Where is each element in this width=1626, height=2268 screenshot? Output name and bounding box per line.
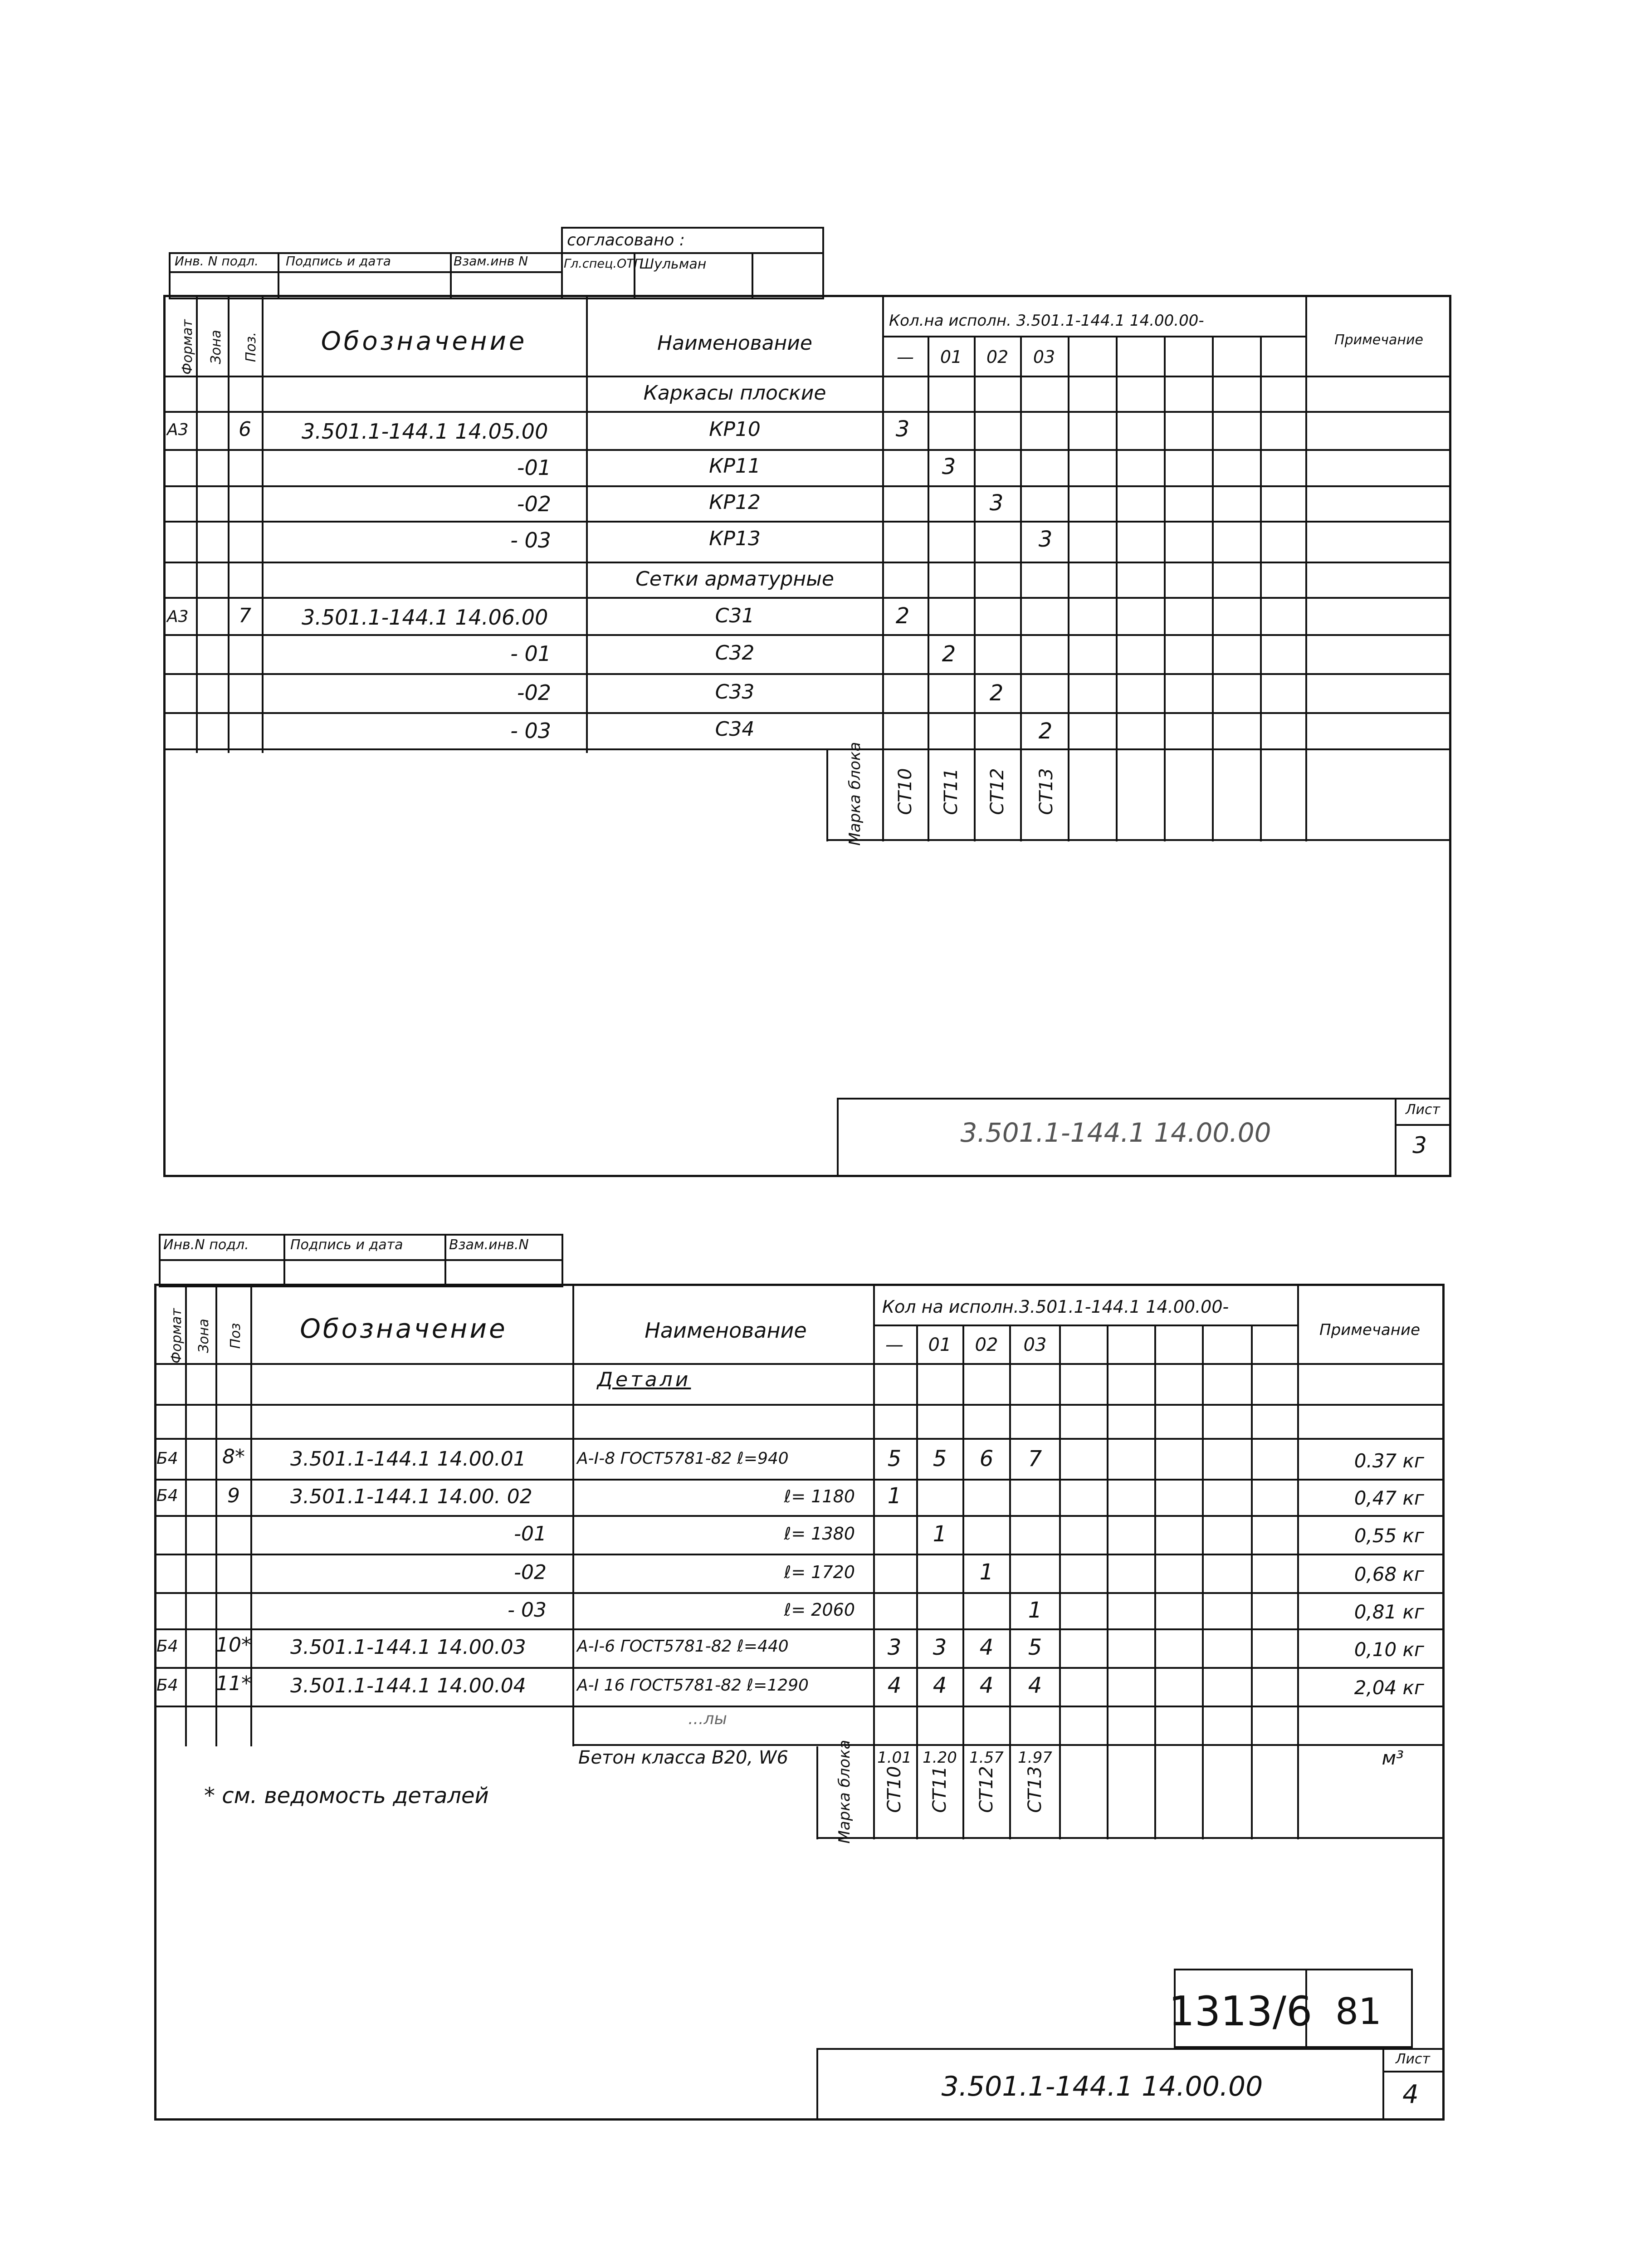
s2-row7-q1: 3 — [933, 1635, 947, 1660]
s1-row6-designation: 3.501.1-144.1 14.06.00 — [302, 605, 548, 630]
stamp-inv: Инв. N подл. — [175, 254, 259, 269]
s2-header-designation: Обозначение — [300, 1313, 508, 1344]
s2-row8-name: А-I 16 ГОСТ5781-82 ℓ=1290 — [577, 1676, 809, 1695]
s1-row1-q0: 3 — [895, 416, 910, 442]
variant-2: 02 — [986, 347, 1009, 367]
s2-header-name: Наименование — [645, 1318, 807, 1343]
approval-label: согласовано : — [567, 231, 685, 249]
s2-row2-q0: 5 — [887, 1446, 902, 1471]
s2-variant-2: 02 — [975, 1334, 998, 1355]
s1-row2-designation: -01 — [517, 455, 551, 480]
s2-row7-name: А-I-6 ГОСТ5781-82 ℓ=440 — [577, 1637, 789, 1656]
s1-row8-designation: -02 — [517, 680, 551, 705]
s2-row6-note: 0,81 кг — [1354, 1601, 1424, 1623]
s1-mark-2: СТ12 — [987, 768, 1008, 815]
s2-row8-q1: 4 — [933, 1673, 947, 1698]
s1-row4-q3: 3 — [1038, 527, 1053, 552]
s1-title-doc: 3.501.1-144.1 14.00.00 — [960, 1117, 1271, 1148]
s1-row1-format: А3 — [167, 420, 189, 439]
s2-mark-3: СТ13 — [1025, 1766, 1045, 1813]
s1-row5-name: Сетки арматурные — [635, 567, 834, 591]
s2-row7-q2: 4 — [979, 1635, 994, 1660]
s2-row3-q0: 1 — [887, 1483, 902, 1509]
s1-row6-format: А3 — [167, 607, 189, 626]
s1-row6-q0: 2 — [895, 603, 910, 629]
stamp-replace: Взам.инв N — [454, 254, 528, 269]
header-designation: Обозначение — [321, 327, 527, 356]
s2-row10-q0: 1.01 — [877, 1749, 912, 1767]
variant-1: 01 — [940, 347, 962, 367]
s2-row2-pos: 8* — [222, 1445, 245, 1468]
variant-0: — — [897, 347, 914, 367]
s1-row3-name: КР12 — [709, 491, 761, 514]
s1-row9-designation: - 03 — [510, 719, 551, 743]
s2-row5-q2: 1 — [979, 1559, 994, 1585]
s1-row3-designation: -02 — [517, 492, 551, 516]
s2-row3-pos: 9 — [227, 1484, 240, 1507]
s2-row2-designation: 3.501.1-144.1 14.00.01 — [290, 1447, 526, 1471]
s1-row7-designation: - 01 — [510, 641, 551, 666]
s2-header-pos: Поз — [228, 1323, 244, 1349]
s2-mark-label: Марка блока — [835, 1740, 854, 1844]
s2-row2-q1: 5 — [933, 1446, 947, 1471]
s1-sheet-no: 3 — [1412, 1132, 1427, 1158]
s2-row4-q1: 1 — [933, 1521, 947, 1547]
s2-mark-1: СТ11 — [929, 1766, 950, 1813]
header-note: Примечание — [1334, 332, 1423, 348]
s2-row8-format: Б4 — [156, 1676, 178, 1695]
s1-row2-name: КР11 — [709, 455, 761, 478]
header-zone: Зона — [208, 330, 224, 364]
s2-row6-name: ℓ= 2060 — [784, 1600, 855, 1620]
s2-row3-designation: 3.501.1-144.1 14.00. 02 — [290, 1485, 532, 1508]
s2-variant-1: 01 — [928, 1334, 952, 1355]
s2-header-zone: Зона — [196, 1319, 212, 1353]
s1-row4-name: КР13 — [709, 527, 761, 550]
s1-row7-name: С32 — [715, 641, 755, 665]
s1-row8-q2: 2 — [989, 680, 1004, 706]
s2-row7-note: 0,10 кг — [1354, 1638, 1424, 1661]
s2-row10-name: Бетон класса В20, W6 — [578, 1747, 788, 1768]
header-name: Наименование — [657, 332, 812, 355]
s2-row6-designation: - 03 — [508, 1598, 547, 1622]
s2-header-note: Примечание — [1319, 1321, 1420, 1339]
s2-row8-q0: 4 — [887, 1673, 902, 1698]
s1-row4-designation: - 03 — [510, 528, 551, 552]
s2-row4-designation: -01 — [514, 1522, 547, 1545]
s2-row2-note: 0.37 кг — [1354, 1450, 1424, 1472]
s1-row8-name: С33 — [715, 680, 755, 704]
s2-mark-0: СТ10 — [884, 1766, 905, 1813]
album-left: 1313/6 — [1168, 1988, 1313, 2035]
s1-row6-name: С31 — [715, 604, 755, 627]
s2-row2-q2: 6 — [979, 1446, 994, 1471]
s2-row3-note: 0,47 кг — [1354, 1487, 1424, 1509]
s2-row6-q3: 1 — [1028, 1598, 1042, 1623]
s1-row3-q2: 3 — [989, 490, 1004, 516]
s2-row0-name: Детали — [597, 1368, 691, 1391]
s2-row7-q0: 3 — [887, 1635, 902, 1660]
s2-variant-3: 03 — [1023, 1334, 1047, 1355]
s2-footnote: * см. ведомость деталей — [204, 1783, 489, 1809]
s2-row5-name: ℓ= 1720 — [784, 1562, 855, 1582]
s2-variant-0: — — [885, 1334, 903, 1355]
s2-row2-name: А-I-8 ГОСТ5781-82 ℓ=940 — [577, 1449, 789, 1468]
s2-row7-format: Б4 — [156, 1637, 178, 1656]
s2-row8-q2: 4 — [979, 1673, 994, 1698]
s1-row6-pos: 7 — [239, 604, 251, 627]
stamp-sign: Подпись и дата — [286, 254, 391, 269]
s1-row7-q1: 2 — [942, 641, 956, 667]
s1-row2-q1: 3 — [942, 454, 956, 479]
s2-row2-format: Б4 — [156, 1449, 178, 1468]
s2-row8-designation: 3.501.1-144.1 14.00.04 — [290, 1674, 526, 1697]
s2-row7-designation: 3.501.1-144.1 14.00.03 — [290, 1636, 526, 1659]
s1-mark-label: Марка блока — [846, 742, 864, 846]
s1-mark-1: СТ11 — [941, 768, 962, 815]
s2-row10-q3: 1.97 — [1018, 1749, 1052, 1767]
s2-row8-q3: 4 — [1028, 1673, 1042, 1698]
s2-row2-q3: 7 — [1028, 1446, 1042, 1471]
s2-row7-q3: 5 — [1028, 1635, 1042, 1660]
header-qty: Кол.на исполн. 3.501.1-144.1 14.00.00- — [889, 312, 1204, 330]
s2-row10-note: м³ — [1382, 1747, 1404, 1769]
approval-name: Шульман — [640, 256, 707, 272]
s2-title-doc: 3.501.1-144.1 14.00.00 — [941, 2071, 1263, 2102]
s2-row8-note: 2,04 кг — [1354, 1677, 1424, 1699]
s2-row4-name: ℓ= 1380 — [784, 1524, 855, 1544]
s2-row10-q2: 1.57 — [969, 1749, 1004, 1767]
s2-row7-pos: 10* — [216, 1633, 251, 1657]
s2-stamp-sign: Подпись и дата — [290, 1237, 403, 1253]
s1-sheet-label: Лист — [1405, 1102, 1440, 1118]
s2-row4-note: 0,55 кг — [1354, 1525, 1424, 1547]
header-pos: Поз. — [243, 332, 259, 362]
s1-mark-0: СТ10 — [895, 768, 916, 815]
s1-row1-designation: 3.501.1-144.1 14.05.00 — [302, 419, 548, 444]
s2-sheet-no: 4 — [1402, 2080, 1419, 2109]
header-format: Формат — [180, 319, 195, 375]
s2-row5-designation: -02 — [514, 1561, 547, 1584]
s2-row9-name: ...лы — [688, 1710, 727, 1728]
s1-row1-name: КР10 — [709, 418, 761, 441]
s2-header-format: Формат — [169, 1308, 185, 1364]
s2-sheet-label: Лист — [1395, 2051, 1431, 2067]
s2-header-qty: Кол на исполн.3.501.1-144.1 14.00.00- — [882, 1297, 1229, 1317]
album-right: 81 — [1335, 1990, 1382, 2033]
s2-row3-name: ℓ= 1180 — [784, 1486, 855, 1506]
approval-role: Гл.спец.ОТП — [564, 257, 643, 271]
s1-row9-name: С34 — [715, 718, 755, 741]
s2-mark-2: СТ12 — [976, 1766, 997, 1813]
s2-row8-pos: 11* — [216, 1672, 251, 1695]
s1-row0-name: Каркасы плоские — [643, 381, 826, 405]
s2-row10-q1: 1.20 — [923, 1749, 957, 1767]
s1-row1-pos: 6 — [239, 418, 251, 441]
s2-row3-format: Б4 — [156, 1486, 178, 1505]
s2-stamp-inv: Инв.N подл. — [163, 1237, 249, 1253]
variant-3: 03 — [1033, 347, 1055, 367]
s1-mark-3: СТ13 — [1036, 768, 1057, 815]
s2-stamp-replace: Взам.инв.N — [449, 1237, 529, 1253]
s2-row5-note: 0,68 кг — [1354, 1563, 1424, 1585]
s1-row9-q3: 2 — [1038, 719, 1053, 744]
